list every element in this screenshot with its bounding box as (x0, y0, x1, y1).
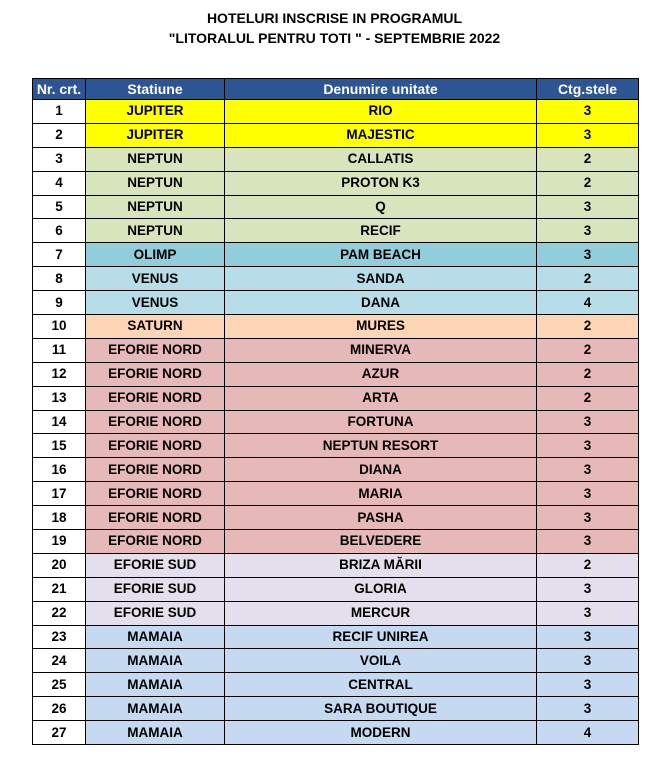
cell-statiune: OLIMP (86, 243, 225, 267)
table-row (33, 195, 639, 219)
cell-nr-crt: 21 (33, 577, 86, 601)
cell-statiune: MAMAIA (86, 625, 225, 649)
table-row (33, 721, 639, 745)
cell-ctg-stele: 3 (537, 506, 639, 530)
table-row (33, 147, 639, 171)
cell-denumire-unitate: RIO (225, 100, 537, 124)
cell-ctg-stele: 2 (537, 362, 639, 386)
cell-denumire-unitate: Q (225, 195, 537, 219)
cell-nr-crt: 17 (33, 482, 86, 506)
cell-ctg-stele: 3 (537, 673, 639, 697)
cell-ctg-stele: 3 (537, 697, 639, 721)
cell-statiune: EFORIE NORD (86, 362, 225, 386)
cell-statiune: VENUS (86, 267, 225, 291)
cell-ctg-stele: 3 (537, 649, 639, 673)
cell-nr-crt: 10 (33, 315, 86, 339)
cell-ctg-stele: 2 (537, 267, 639, 291)
cell-statiune: EFORIE NORD (86, 458, 225, 482)
cell-statiune: EFORIE NORD (86, 482, 225, 506)
cell-nr-crt: 5 (33, 195, 86, 219)
cell-denumire-unitate: MINERVA (225, 338, 537, 362)
table-header (33, 79, 639, 100)
cell-denumire-unitate: MERCUR (225, 601, 537, 625)
cell-statiune: JUPITER (86, 100, 225, 124)
table-row (33, 673, 639, 697)
cell-denumire-unitate: RECIF UNIREA (225, 625, 537, 649)
cell-nr-crt: 4 (33, 171, 86, 195)
cell-ctg-stele: 3 (537, 243, 639, 267)
cell-denumire-unitate: SANDA (225, 267, 537, 291)
cell-nr-crt: 22 (33, 601, 86, 625)
document-title (0, 8, 669, 48)
cell-ctg-stele: 3 (537, 123, 639, 147)
hotels-table (32, 78, 639, 745)
cell-denumire-unitate: MODERN (225, 721, 537, 745)
header-denumire-unitate: Denumire unitate (225, 79, 537, 100)
cell-statiune: EFORIE NORD (86, 434, 225, 458)
cell-denumire-unitate: BELVEDERE (225, 530, 537, 554)
cell-statiune: NEPTUN (86, 147, 225, 171)
cell-statiune: MAMAIA (86, 649, 225, 673)
cell-nr-crt: 18 (33, 506, 86, 530)
cell-nr-crt: 27 (33, 721, 86, 745)
cell-ctg-stele: 3 (537, 601, 639, 625)
cell-ctg-stele: 3 (537, 410, 639, 434)
cell-nr-crt: 13 (33, 386, 86, 410)
cell-ctg-stele: 3 (537, 482, 639, 506)
cell-denumire-unitate: RECIF (225, 219, 537, 243)
table-row (33, 601, 639, 625)
table-row (33, 219, 639, 243)
table-body (33, 100, 639, 745)
cell-ctg-stele: 2 (537, 315, 639, 339)
cell-denumire-unitate: MURES (225, 315, 537, 339)
header-row (33, 79, 639, 100)
title-line-1: HOTELURI INSCRISE IN PROGRAMUL (206, 10, 463, 26)
cell-nr-crt: 7 (33, 243, 86, 267)
cell-denumire-unitate: PAM BEACH (225, 243, 537, 267)
cell-ctg-stele: 2 (537, 553, 639, 577)
cell-statiune: EFORIE NORD (86, 386, 225, 410)
cell-statiune: SATURN (86, 315, 225, 339)
table-row (33, 100, 639, 124)
table-row (33, 649, 639, 673)
cell-statiune: MAMAIA (86, 673, 225, 697)
cell-nr-crt: 19 (33, 530, 86, 554)
cell-ctg-stele: 3 (537, 195, 639, 219)
table-row (33, 697, 639, 721)
cell-ctg-stele: 2 (537, 386, 639, 410)
cell-denumire-unitate: MAJESTIC (225, 123, 537, 147)
table-row (33, 315, 639, 339)
cell-statiune: EFORIE NORD (86, 506, 225, 530)
cell-statiune: MAMAIA (86, 721, 225, 745)
header-statiune: Statiune (86, 79, 225, 100)
cell-nr-crt: 24 (33, 649, 86, 673)
cell-nr-crt: 23 (33, 625, 86, 649)
table-row (33, 386, 639, 410)
cell-nr-crt: 16 (33, 458, 86, 482)
cell-nr-crt: 1 (33, 100, 86, 124)
cell-ctg-stele: 3 (537, 458, 639, 482)
cell-ctg-stele: 3 (537, 530, 639, 554)
cell-nr-crt: 6 (33, 219, 86, 243)
table-row (33, 625, 639, 649)
cell-denumire-unitate: DANA (225, 291, 537, 315)
cell-denumire-unitate: PROTON K3 (225, 171, 537, 195)
cell-ctg-stele: 4 (537, 291, 639, 315)
cell-denumire-unitate: SARA BOUTIQUE (225, 697, 537, 721)
table-row (33, 338, 639, 362)
table-row (33, 267, 639, 291)
cell-denumire-unitate: NEPTUN RESORT (225, 434, 537, 458)
cell-denumire-unitate: CENTRAL (225, 673, 537, 697)
table-row (33, 482, 639, 506)
cell-denumire-unitate: CALLATIS (225, 147, 537, 171)
header-nr-crt: Nr. crt. (33, 79, 86, 100)
cell-statiune: EFORIE SUD (86, 577, 225, 601)
cell-nr-crt: 2 (33, 123, 86, 147)
cell-statiune: NEPTUN (86, 219, 225, 243)
cell-ctg-stele: 2 (537, 171, 639, 195)
cell-ctg-stele: 2 (537, 338, 639, 362)
cell-ctg-stele: 4 (537, 721, 639, 745)
cell-nr-crt: 3 (33, 147, 86, 171)
cell-denumire-unitate: PASHA (225, 506, 537, 530)
cell-nr-crt: 8 (33, 267, 86, 291)
title-line-2: "LITORALUL PENTRU TOTI " - SEPTEMBRIE 2022 (168, 30, 501, 46)
cell-statiune: NEPTUN (86, 171, 225, 195)
cell-denumire-unitate: ARTA (225, 386, 537, 410)
cell-nr-crt: 11 (33, 338, 86, 362)
cell-ctg-stele: 3 (537, 219, 639, 243)
cell-ctg-stele: 2 (537, 147, 639, 171)
cell-denumire-unitate: DIANA (225, 458, 537, 482)
cell-ctg-stele: 3 (537, 434, 639, 458)
table-row (33, 577, 639, 601)
cell-statiune: VENUS (86, 291, 225, 315)
cell-nr-crt: 25 (33, 673, 86, 697)
cell-statiune: EFORIE NORD (86, 410, 225, 434)
cell-ctg-stele: 3 (537, 625, 639, 649)
cell-ctg-stele: 3 (537, 100, 639, 124)
table-row (33, 458, 639, 482)
cell-statiune: NEPTUN (86, 195, 225, 219)
cell-statiune: JUPITER (86, 123, 225, 147)
cell-ctg-stele: 3 (537, 577, 639, 601)
table-row (33, 506, 639, 530)
cell-nr-crt: 15 (33, 434, 86, 458)
cell-denumire-unitate: AZUR (225, 362, 537, 386)
cell-statiune: MAMAIA (86, 697, 225, 721)
cell-statiune: EFORIE NORD (86, 530, 225, 554)
table-row (33, 530, 639, 554)
cell-denumire-unitate: BRIZA MĂRII (225, 553, 537, 577)
cell-statiune: EFORIE SUD (86, 601, 225, 625)
table-row (33, 362, 639, 386)
cell-denumire-unitate: VOILA (225, 649, 537, 673)
table-row (33, 123, 639, 147)
table-row (33, 553, 639, 577)
cell-statiune: EFORIE NORD (86, 338, 225, 362)
cell-nr-crt: 14 (33, 410, 86, 434)
cell-statiune: EFORIE SUD (86, 553, 225, 577)
cell-nr-crt: 26 (33, 697, 86, 721)
cell-denumire-unitate: MARIA (225, 482, 537, 506)
header-ctg-stele: Ctg.stele (537, 79, 639, 100)
table-row (33, 171, 639, 195)
cell-nr-crt: 12 (33, 362, 86, 386)
cell-nr-crt: 20 (33, 553, 86, 577)
cell-nr-crt: 9 (33, 291, 86, 315)
table-row (33, 434, 639, 458)
cell-denumire-unitate: GLORIA (225, 577, 537, 601)
table-row (33, 243, 639, 267)
cell-denumire-unitate: FORTUNA (225, 410, 537, 434)
table-row (33, 291, 639, 315)
table-row (33, 410, 639, 434)
